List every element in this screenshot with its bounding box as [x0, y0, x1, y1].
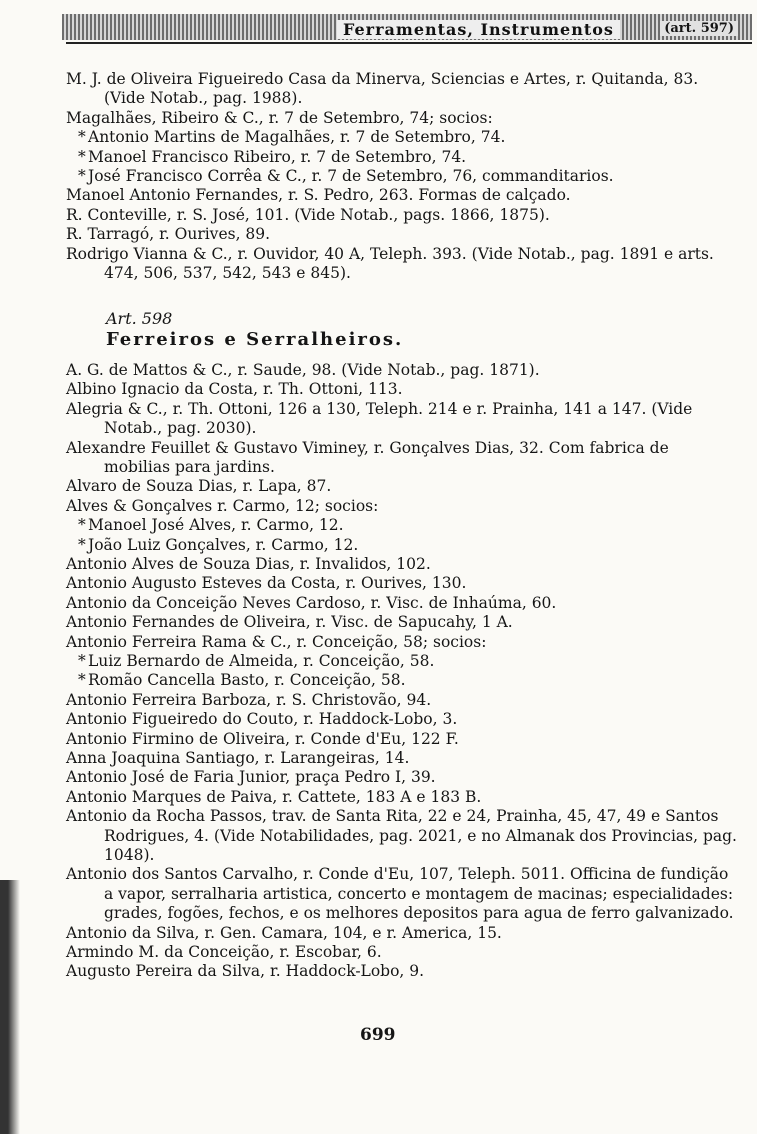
list-item: A. G. de Mattos & C., r. Saude, 98. (Vide Notab., pag. 1871).: [66, 360, 540, 379]
list-item: Antonio Alves de Souza Dias, r. Invalidos, 102.: [66, 554, 431, 573]
list-item: M. J. de Oliveira Figueiredo Casa da Minerva, Sciencias e Artes, r. Quitanda, 83. (Vide Notab., pag. 1988).: [66, 70, 699, 108]
list-item: Antonio Ferreira Barboza, r. S. Christovão, 94.: [66, 690, 432, 709]
list-item: Antonio da Silva, r. Gen. Camara, 104, e r. America, 15.: [66, 923, 502, 942]
list-item: Antonio Marques de Paiva, r. Cattete, 183 A e 183 B.: [66, 787, 482, 806]
list-item: Antonio Ferreira Rama & C., r. Conceição, 58; socios:: [66, 632, 487, 651]
list-item: Armindo M. da Conceição, r. Escobar, 6.: [66, 943, 382, 962]
partner-item: * José Francisco Corrêa & C., r. 7 de Setembro, 76, commanditarios.: [66, 167, 738, 186]
partner-item: * Romão Cancella Basto, r. Conceição, 58.: [66, 671, 738, 690]
list-item: Antonio Fernandes de Oliveira, r. Visc. de Sapucahy, 1 A.: [66, 613, 513, 632]
partner-item: * Antonio Martins de Magalhães, r. 7 de Setembro, 74.: [66, 128, 738, 147]
list-item: Rodrigo Vianna & C., r. Ouvidor, 40 A, Teleph. 393. (Vide Notab., pag. 1891 e arts. 474, 506, 537, 542, 543 e 845).: [66, 244, 714, 283]
partner-item: * Manoel José Alves, r. Carmo, 12.: [66, 516, 738, 535]
list-item: Antonio Figueiredo do Couto, r. Haddock-Lobo, 3.: [66, 710, 458, 729]
partner-item: * Manoel Francisco Ribeiro, r. 7 de Setembro, 74.: [66, 148, 738, 167]
entries-continued: [66, 70, 738, 283]
partner-item: * João Luiz Gonçalves, r. Carmo, 12.: [66, 536, 738, 555]
header-rule: [66, 42, 752, 44]
directory-content: [66, 70, 738, 982]
list-item: Alves & Gonçalves r. Carmo, 12; socios:: [66, 496, 379, 515]
list-item: Antonio José de Faria Junior, praça Pedro I, 39.: [66, 768, 436, 787]
section: [66, 309, 738, 350]
entries-list: [66, 361, 738, 982]
list-item: R. Tarragó, r. Ourives, 89.: [66, 225, 271, 244]
list-item: Manoel Antonio Fernandes, r. S. Pedro, 263. Formas de calçado.: [66, 186, 571, 205]
list-item: Augusto Pereira da Silva, r. Haddock-Lobo, 9.: [66, 962, 425, 981]
section-title: Ferreiros e Serralheiros.: [106, 328, 404, 350]
page-edge-shadow: [0, 880, 20, 1134]
list-item: Antonio Augusto Esteves da Costa, r. Ourives, 130.: [66, 574, 467, 593]
header-article-ref: (art. 597): [660, 21, 738, 36]
list-item: Alegria & C., r. Th. Ottoni, 126 a 130, Teleph. 214 e r. Prainha, 141 a 147. (Vide Notab., pag. 2030).: [66, 399, 693, 438]
list-item: Antonio Firmino de Oliveira, r. Conde d'Eu, 122 F.: [66, 729, 459, 748]
list-item: Albino Ignacio da Costa, r. Th. Ottoni, 113.: [66, 380, 403, 399]
partner-item: * Luiz Bernardo de Almeida, r. Conceição, 58.: [66, 652, 738, 671]
list-item: Anna Joaquina Santiago, r. Larangeiras, 14.: [66, 749, 410, 767]
list-item: Antonio da Conceição Neves Cardoso, r. Visc. de Inhaúma, 60.: [66, 593, 557, 612]
header-title: Ferramentas, Instrumentos: [337, 20, 620, 39]
list-item: Antonio da Rocha Passos, trav. de Santa Rita, 22 e 24, Prainha, 45, 47, 49 e Santos Rodrigues, 4. (Vide Notabilidades, pag. 2021, e no Almanak dos Provincias, pag. 1048).: [66, 807, 737, 865]
running-header: [62, 14, 752, 40]
list-item: Alvaro de Souza Dias, r. Lapa, 87.: [66, 477, 332, 496]
list-item: Antonio dos Santos Carvalho, r. Conde d'Eu, 107, Teleph. 5011. Officina de fundição a vapor, serralharia artistica, concerto e montagem de macinas; especialidades: grades, fogões, fechos, e os melhores depositos para agua de ferro galvanizado.: [66, 865, 734, 923]
list-item: Alexandre Feuillet & Gustavo Viminey, r. Gonçalves Dias, 32. Com fabrica de mobilias para jardins.: [66, 438, 669, 476]
list-item: R. Conteville, r. S. José, 101. (Vide Notab., pags. 1866, 1875).: [66, 205, 550, 224]
page-number: 699: [360, 1025, 396, 1045]
article-number: Art. 598: [106, 309, 173, 329]
list-item: Magalhães, Ribeiro & C., r. 7 de Setembro, 74; socios:: [66, 108, 493, 127]
